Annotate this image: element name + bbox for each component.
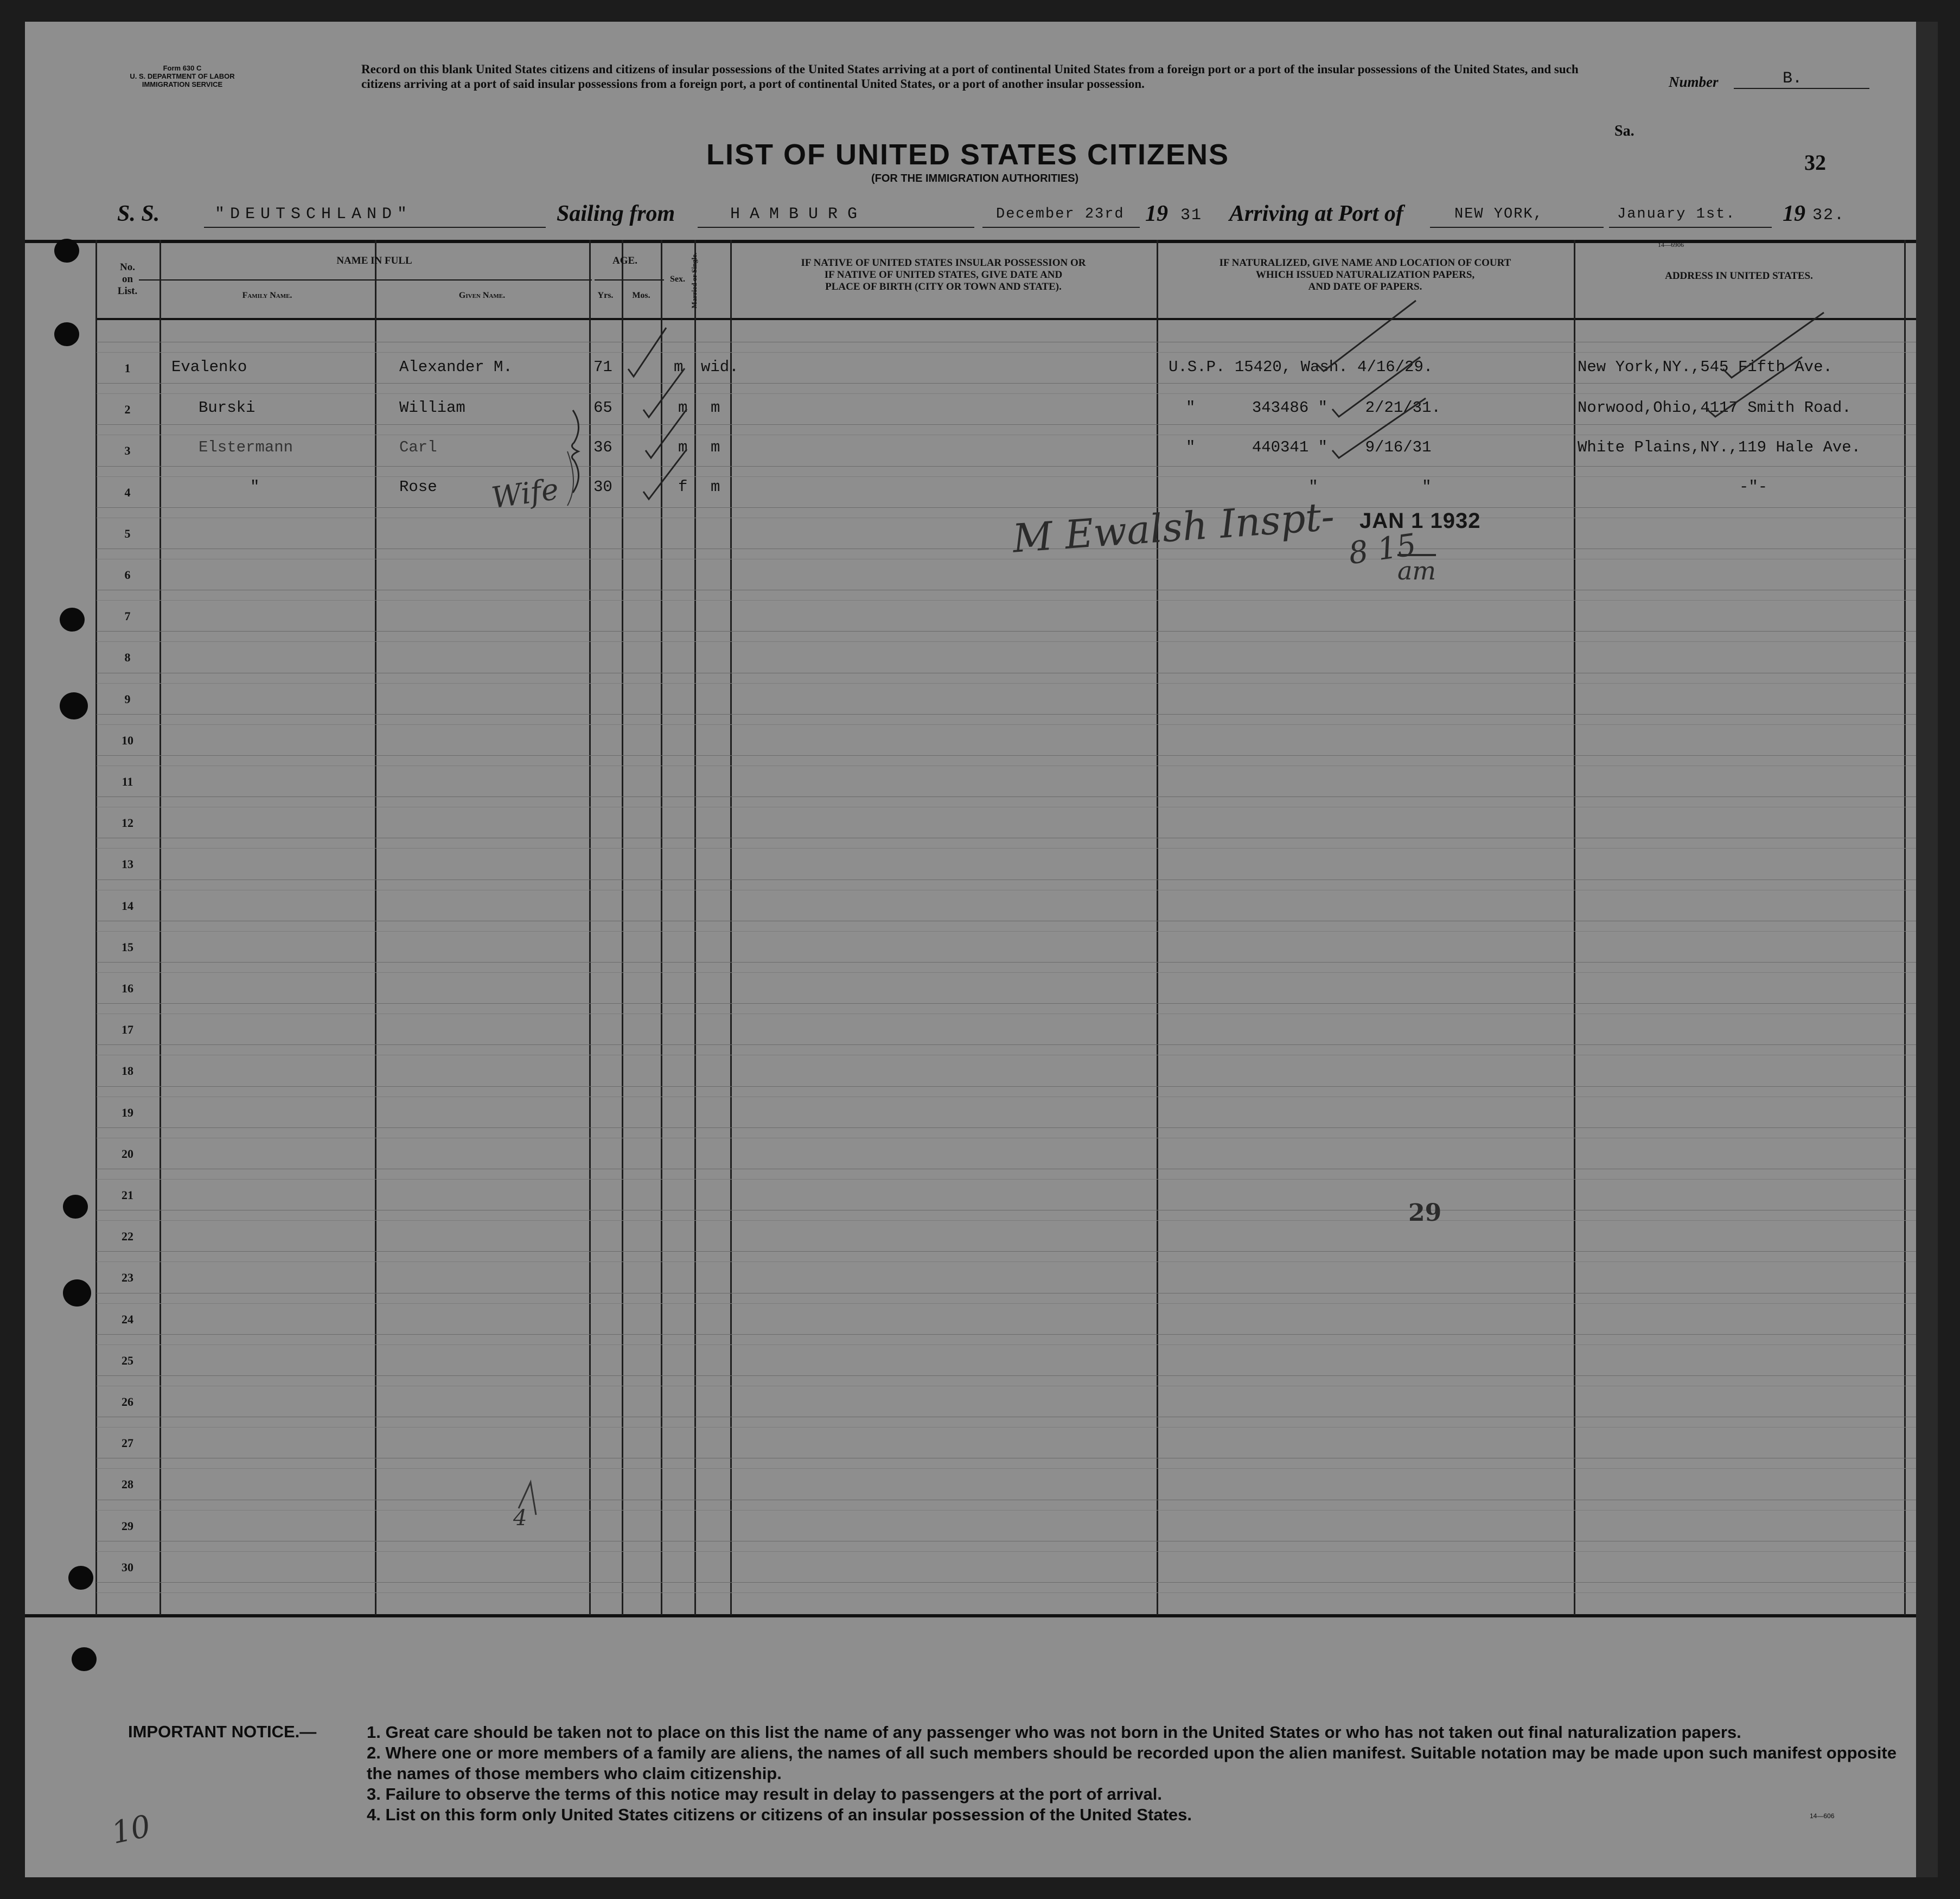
tally-note: 4 [513,1506,527,1531]
manifest-sheet [25,22,1938,1877]
sail-year: 31 [1180,206,1203,225]
inspector-signature: M Ewalsh Inspt- [1011,493,1336,562]
row-number: 18 [122,1064,133,1078]
form-title: LIST OF UNITED STATES CITIZENS [706,138,1229,171]
arrival-stamp: JAN 1 1932 [1359,509,1481,533]
notice-item-2: 2. Where one or more members of a family are aliens, the names of all such members should be recorded upon the alien manifest. Suitable notation may be made upon such manifest opposite the names of those members who claim citizenship. [367,1743,1897,1783]
row-number: 25 [122,1353,133,1367]
number-label: Number [1669,74,1719,90]
header-address: ADDRESS IN UNITED STATES. [1665,270,1813,282]
passenger-1-sex: m [674,358,684,376]
row-number: 23 [122,1271,133,1285]
print-code: 14—606 [1810,1812,1835,1820]
row-number: 17 [122,1023,133,1037]
sa-label: Sa. [1614,123,1635,139]
corner-note: 10 [108,1808,154,1851]
passenger-2-family: Burski [199,399,256,417]
important-notice-label: IMPORTANT NOTICE.— [128,1722,317,1741]
scan-border [1916,22,1938,1877]
row-number: 24 [122,1312,133,1326]
row-number: 30 [122,1560,133,1574]
passenger-1-family: Evalenko [171,358,247,376]
check-mark-1 [628,328,666,377]
row-number: 5 [124,526,131,540]
passenger-2-given: William [399,399,465,417]
check-mark-6 [1332,357,1420,417]
punch-hole [63,1279,91,1307]
passenger-4-given: Rose [399,478,437,496]
row-number: 7 [124,609,131,623]
passenger-3-sex: m [678,438,688,456]
header-list: List. [117,285,138,297]
row-number: 9 [124,692,131,706]
punch-hole [54,239,79,263]
page-number: 32 [1804,150,1826,175]
stamp-time: 8 15 [1346,527,1419,572]
row-number: 3 [124,444,131,458]
port-from: HAMBURG [730,205,867,224]
row-number: 11 [122,775,133,788]
port-to: NEW YORK, [1454,206,1543,222]
passenger-4-sex: f [678,478,688,496]
passenger-1-status: wid. [701,358,739,376]
preamble-text: Record on this blank United States citizens and citizens of insular possessions of the United States arriving at a port of continental United States from a foreign port or a port of the insular possessions of the United States, and such citizens arriving at a port of said insular possessions from a foreign port, a port of continental United States, or a port of another insular possession. [361,62,1579,91]
passenger-1-address: New York,NY.,545 Fifth Ave. [1578,358,1833,376]
gpo-code: 14—6906 [1658,241,1684,248]
passenger-3-address: White Plains,NY.,119 Hale Ave. [1578,438,1861,456]
passenger-1-given: Alexander M. [399,358,513,376]
check-mark-7 [1332,398,1426,458]
passenger-4-address: -"- [1739,478,1768,496]
header-name-in-full: NAME IN FULL [336,255,412,266]
row-number: 14 [122,898,133,913]
passenger-1-yrs: 71 [593,358,612,376]
passenger-2-sex: m [678,399,688,417]
header-family-name: Family Name. [242,291,292,300]
sailing-from-label: Sailing from [557,201,675,226]
arriving-label: Arriving at Port of [1229,201,1403,226]
check-mark-5 [1316,301,1416,371]
arrive-year: 32. [1812,206,1846,225]
ss-label: S. S. [117,201,160,226]
punch-hole [60,692,88,719]
punch-hole [60,608,85,632]
stamp-am: $\overline{am}$ [1397,556,1437,585]
row-number: 28 [122,1477,133,1492]
header-age: AGE. [612,255,637,266]
passenger-3-status: m [711,438,720,456]
ship-name: "DEUTSCHLAND" [215,205,413,224]
header-naturalized-line-1: IF NATURALIZED, GIVE NAME AND LOCATION OF COURT [1219,257,1511,269]
notice-item-3: 3. Failure to observe the terms of this notice may result in delay to passengers at the port of arrival. [367,1785,1163,1804]
header-naturalized-line-3: AND DATE OF PAPERS. [1308,281,1422,292]
check-mark-3 [646,409,687,458]
header-yrs: Yrs. [597,291,614,300]
row-number: 12 [122,816,133,830]
row-number: 19 [122,1105,133,1119]
row-number: 2 [124,403,131,417]
row-number: 22 [122,1229,133,1244]
passenger-2-yrs: 65 [593,399,612,417]
row-number: 16 [122,982,133,995]
row-number: 6 [124,568,131,582]
passenger-2-status: m [711,399,720,417]
punch-hole [72,1647,97,1671]
row-number: 1 [124,361,131,375]
passenger-3-naturalization: " 440341 " 9/16/31 [1186,438,1432,456]
passenger-1-naturalization: U.S.P. 15420, Wash. 4/16/29. [1169,358,1433,376]
header-mos: Mos. [632,291,650,300]
header-sex: Sex. [670,275,685,284]
punch-hole [54,322,79,346]
passenger-3-family: Elstermann [199,438,293,456]
passenger-4-family: " [250,478,260,496]
passenger-4-yrs: 30 [593,478,612,496]
row-number: 8 [124,651,131,665]
passenger-4-status: m [711,478,720,496]
header-married-single: Married or Single. [690,252,698,309]
notice-item-4: 4. List on this form only United States citizens or citizens of an insular possession of the United States. [367,1805,1192,1824]
check-mark-9 [1707,357,1802,417]
row-number: 21 [122,1188,133,1202]
wife-note: Wife [489,471,561,515]
passenger-4-naturalization: " " [1186,478,1432,496]
row-number: 26 [122,1395,133,1409]
row-number: 29 [122,1519,133,1533]
arrive-year-prefix: 19 [1783,201,1805,226]
row-number: 10 [122,733,133,747]
header-native-line-1: IF NATIVE OF UNITED STATES INSULAR POSSESSION OR [801,257,1086,269]
header-given-name: Given Name. [458,291,506,300]
check-mark-2 [643,368,688,417]
row-number: 13 [122,857,133,871]
punch-hole [68,1566,93,1590]
form-subtitle: (FOR THE IMMIGRATION AUTHORITIES) [871,173,1079,184]
header-native-line-2: IF NATIVE OF UNITED STATES, GIVE DATE AND [824,269,1063,281]
form-number: Form 630 C [163,64,202,72]
row-number: 27 [122,1436,133,1450]
check-marks [628,301,1824,499]
row-number: 4 [124,485,131,499]
punch-hole [63,1195,88,1219]
number-value: B. [1783,69,1803,88]
header-no: No. [120,262,135,273]
service-name: IMMIGRATION SERVICE [142,80,223,88]
passenger-3-yrs: 36 [593,438,612,456]
row-number: 15 [122,940,133,954]
check-mark-8 [1723,313,1824,378]
header-on: on [122,273,133,285]
arrive-date: January 1st. [1617,206,1736,222]
passenger-3-given: Carl [399,438,437,456]
passenger-2-naturalization: " 343486 " 2/21/31. [1186,399,1441,417]
count-note: 29 [1408,1199,1442,1227]
passenger-2-address: Norwood,Ohio,4117 Smith Road. [1578,399,1852,417]
header-native-line-3: PLACE OF BIRTH (CITY OR TOWN AND STATE). [825,281,1062,292]
row-number: 20 [122,1146,133,1161]
handwritten-marks [25,22,1916,1877]
notice-item-1: 1. Great care should be taken not to place on this list the name of any passenger who was not born in the United States or who has not taken out final naturalization papers. [367,1723,1741,1742]
sail-date: December 23rd [996,206,1125,222]
sail-year-prefix: 19 [1145,201,1168,226]
department-name: U. S. DEPARTMENT OF LABOR [130,72,235,80]
header-naturalized-line-2: WHICH ISSUED NATURALIZATION PAPERS, [1255,269,1475,281]
